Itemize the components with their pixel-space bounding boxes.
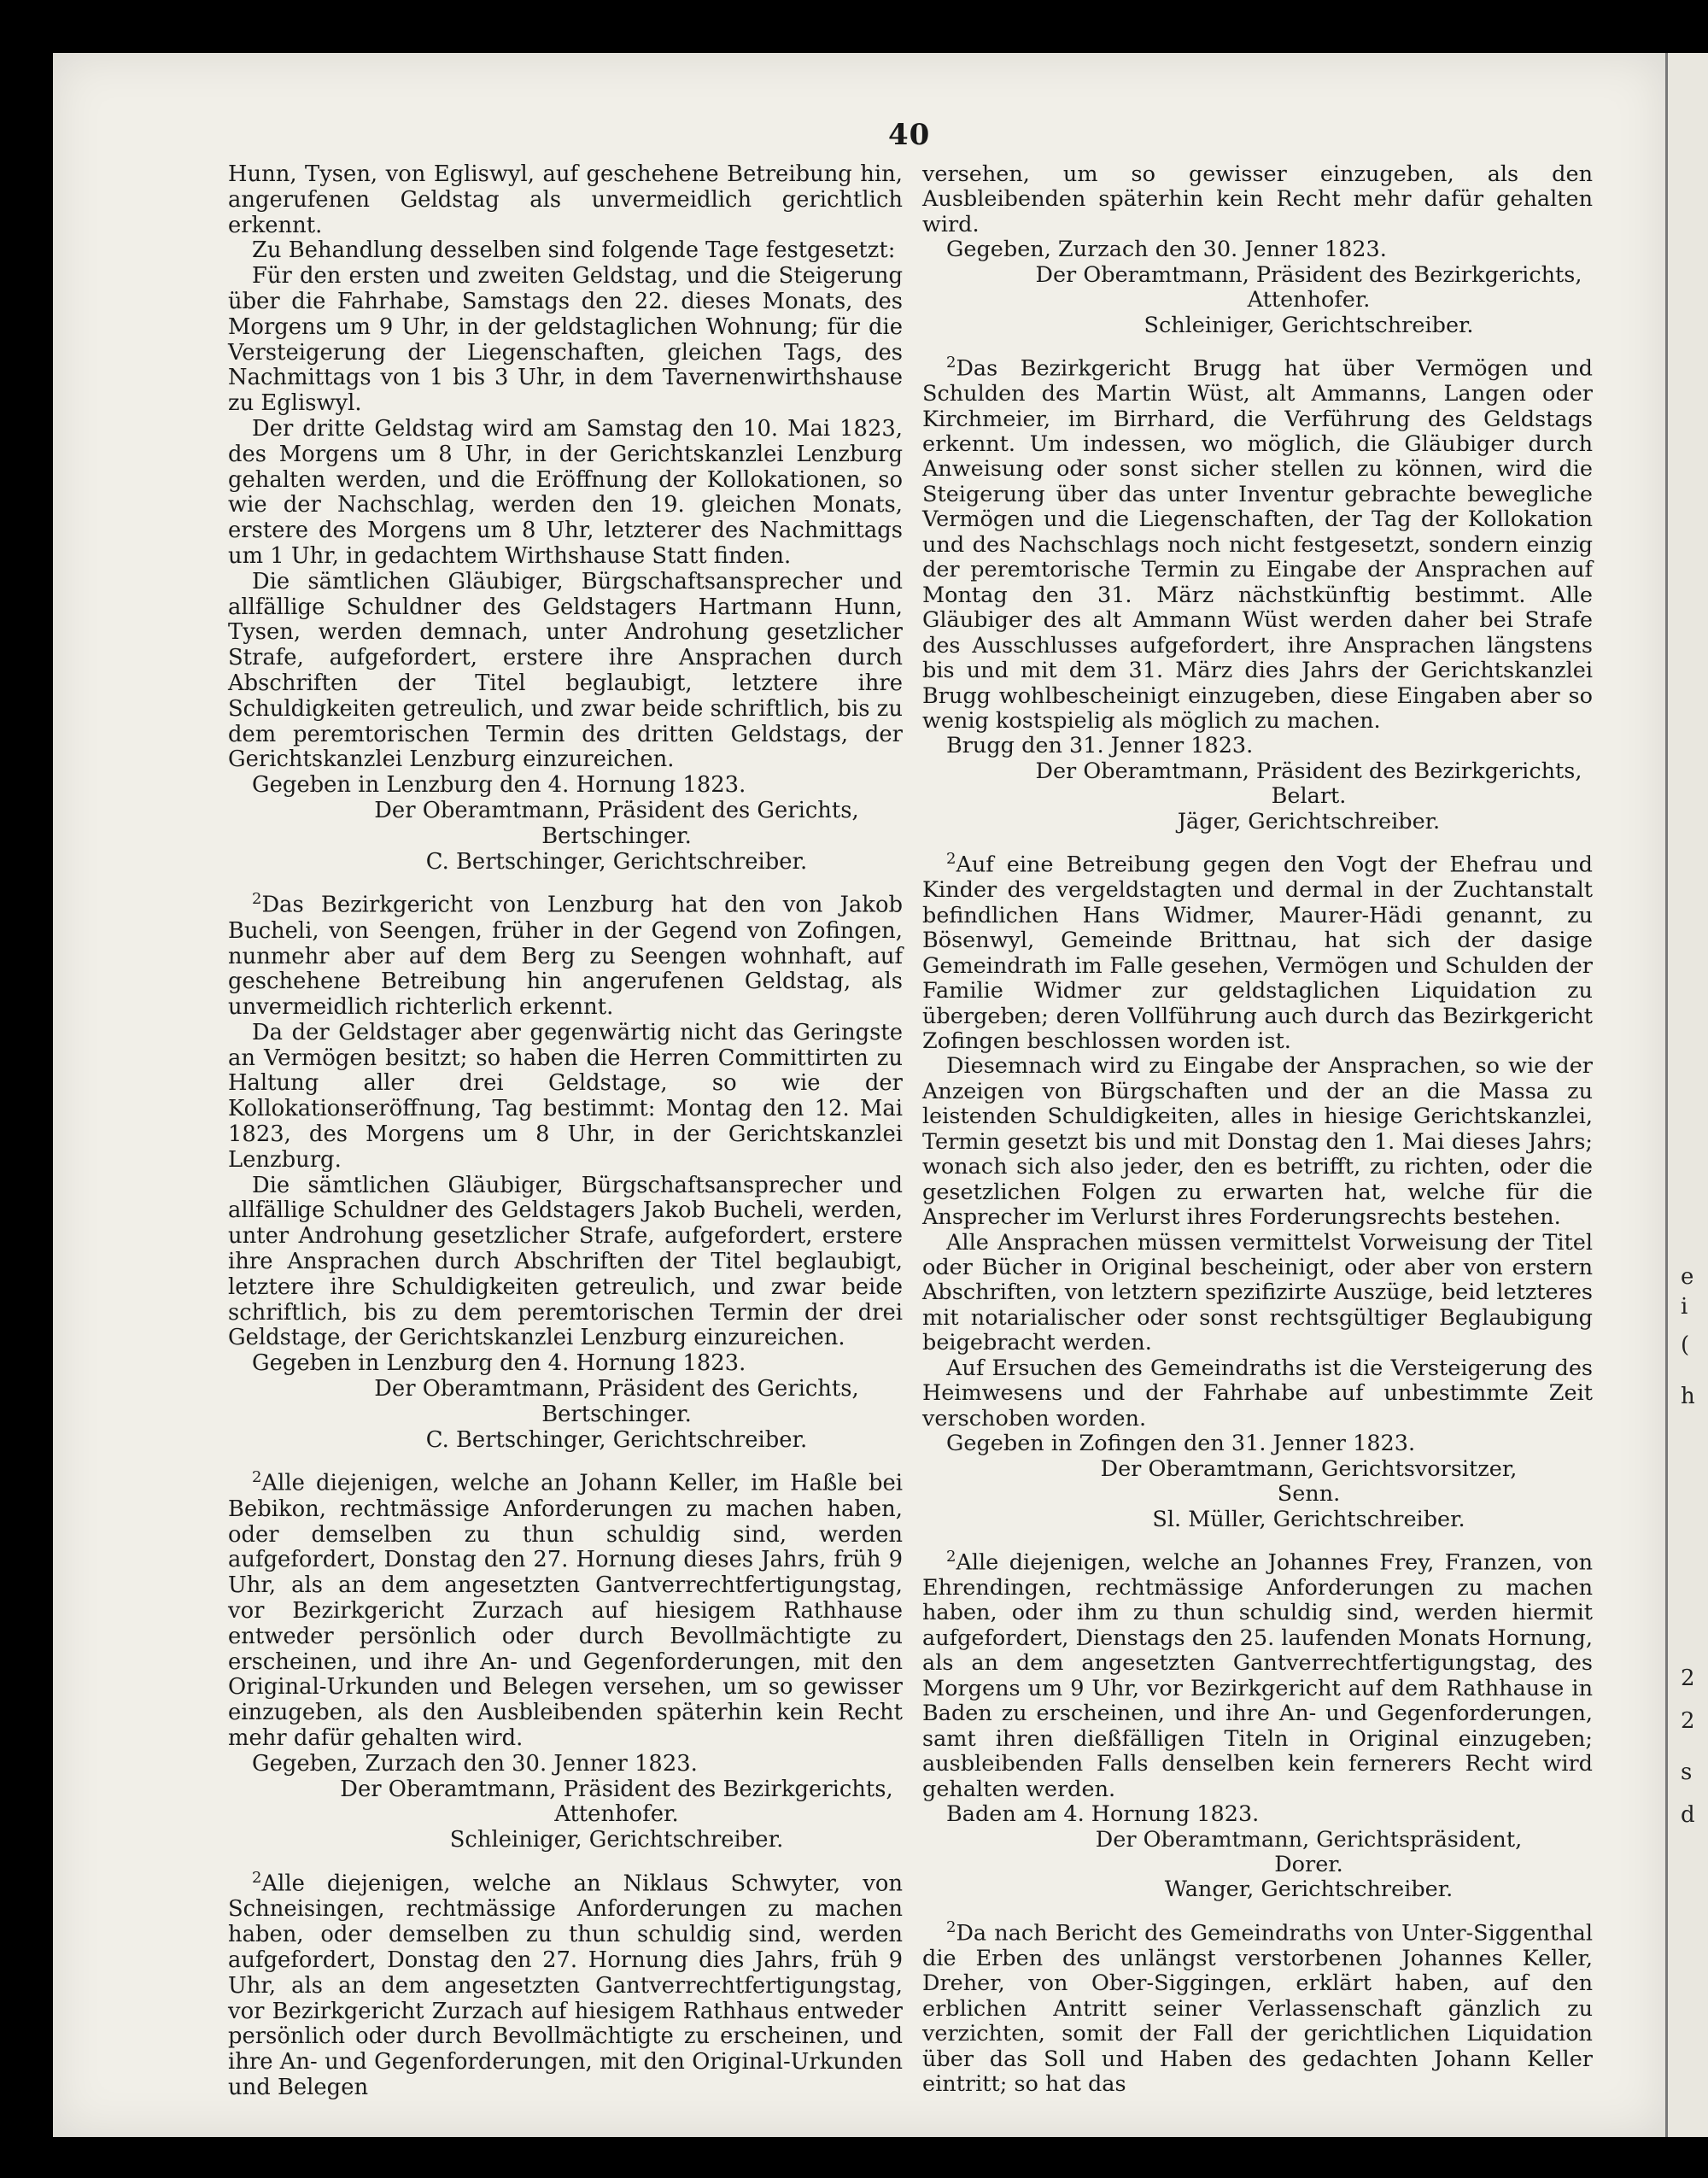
paragraph: Die sämtlichen Gläubiger, Bürgschaftsansprecher und allfällige Schuldner des Geldstagers Jakob Bucheli, werden, unter Androhung gesetzlicher Strafe, aufgefordert, erstere ihre Ansprachen durch Abschriften der Titel beglaubigt, letztere ihre Schuldigkeiten getreulich, und zwar beide schriftlich, bis zu dem peremtorischen Termin der drei Geldstage, der Gerichtskanzlei Lenzburg einzureichen. [228,1172,903,1351]
notice-mark: 2 [252,1868,262,1887]
notice-mark: 2 [252,1468,262,1487]
paragraph: Brugg den 31. Jenner 1823. [946,733,1254,759]
paragraph: Auf Ersuchen des Gemeindraths ist die Versteigerung des Heimwesens und der Fahrhabe auf unbestimmte Zeit verschoben worden. [922,1355,1593,1432]
signature-line: Senn. [1277,1481,1341,1508]
paragraph: Baden am 4. Hornung 1823. [946,1801,1260,1828]
signature-line: Attenhofer. [1247,287,1371,313]
paragraph: Da der Geldstager aber gegenwärtig nicht das Geringste an Vermögen besitzt; so haben die Herren Committirten zu Haltung aller drei Geldstage, so wie der Kollokationseröffnung, Tag bestimmt: Montag den 12. Mai 1823, des Morgens um 8 Uhr, in der Gerichtskanzlei Lenzburg. [228,1019,903,1173]
edge-glyph: 2 [1681,1666,1695,1691]
edge-glyph: h [1681,1384,1695,1409]
signature-line: Bertschinger. [541,823,692,849]
signature-line: Der Oberamtmann, Präsident des Bezirkgerichts, [340,1776,893,1802]
signature-line: Dorer. [1274,1851,1343,1877]
left-column [228,162,903,2101]
notice-paragraph [228,887,903,1021]
notice-mark: 2 [946,354,956,372]
signature-line: Attenhofer. [554,1801,679,1828]
edge-glyph: i [1681,1294,1688,1320]
notice-paragraph [922,350,1593,734]
signature-line: Sl. Müller, Gerichtschreiber. [1152,1506,1465,1532]
notice-mark: 2 [946,850,956,869]
right-column [922,162,1593,2098]
paragraph: Für den ersten und zweiten Geldstag, und die Steigerung über die Fahrhabe, Samstags den 22. dieses Monats, des Morgens um 9 Uhr, in der geldstaglichen Wohnung; für die Versteigerung der Liegenschaften, gleichen Tags, des Nachmittags von 1 bis 3 Uhr, in dem Tavernenwirthshause zu Egliswyl. [228,263,903,417]
notice-text: Alle diejenigen, welche an Johannes Frey, Franzen, von Ehrendingen, rechtmässige Anforderungen zu machen haben, oder ihm zu thun schuldig sind, werden hiermit aufgefordert, Dienstags den 25. laufenden Monats Hornung, als an dem angesetzten Gantverrechtfertigungstag, des Morgens um 9 Uhr, vor Bezirkgericht auf dem Rathhause in Baden zu erscheinen, und ihre An- und Gegenforderungen, samt ihren dießfälligen Titeln in Original einzugeben; ausbleibenden Falls denselben kein fernerers Recht wird gehalten werden. [922,1549,1593,1802]
notice-paragraph [228,1465,903,1751]
edge-glyph: e [1681,1264,1694,1290]
signature-line: Der Oberamtmann, Gerichtspräsident, [1095,1826,1523,1853]
paragraph: Der dritte Geldstag wird am Samstag den 10. Mai 1823, des Morgens um 8 Uhr, in der Gerichtskanzlei Lenzburg gehalten werden, und die Eröffnung der Kollokationen, so wie der Nachschlag, werden den 19. gleichen Monats, erstere des Morgens um 8 Uhr, letzterer des Nachmittags um 1 Uhr, in gedachtem Wirthshause Statt finden. [228,415,903,569]
page-number: 40 [888,118,931,152]
signature-line: C. Bertschinger, Gerichtschreiber. [425,1426,808,1453]
notice-text: Alle diejenigen, welche an Johann Keller, im Haßle bei Bebikon, rechtmässige Anforderungen zu machen haben, oder demselben zu thun schuldig sind, werden aufgefordert, Donstag den 27. Hornung dieses Jahrs, früh 9 Uhr, als an dem angesetzten Gantverrechtfertigungstag, vor Bezirkgericht Zurzach auf hiesigem Rathhause entweder persönlich oder durch Bevollmächtigte zu erscheinen, und ihre An- und Gegenforderungen, mit den Original-Urkunden und Belegen versehen, um so gewisser einzugeben, als den Ausbleibenden späterhin kein Recht mehr dafür gehalten wird. [228,1471,903,1751]
edge-glyph: d [1681,1802,1695,1828]
notice-mark: 2 [946,1917,956,1936]
signature-line: Der Oberamtmann, Präsident des Gerichts, [374,1376,859,1402]
paragraph: Gegeben in Lenzburg den 4. Hornung 1823. [252,1350,746,1377]
notice-text: Das Bezirkgericht von Lenzburg hat den von Jakob Bucheli, von Seengen, früher in der Gegend von Zofingen, nunmehr aber auf dem Berg zu Seengen wohnhaft, auf geschehene Betreibung hin angerufenen Geldstag, als unvermeidlich richterlich erkennt. [228,892,903,1021]
signature-line: Schleiniger, Gerichtschreiber. [1144,312,1474,338]
signature-line: Schleiniger, Gerichtschreiber. [449,1827,784,1853]
paragraph: Gegeben in Zofingen den 31. Jenner 1823. [946,1431,1416,1457]
signature-line: Belart. [1271,783,1347,810]
notice-text: Da nach Bericht des Gemeindraths von Unter-Siggenthal die Erben des unlängst verstorbenen Johannes Keller, Dreher, von Ober-Siggingen, erklärt haben, auf den erblichen Antritt seiner Verlassenschaft gänzlich zu verzichten, somit der Fall der gerichtlichen Liquidation über das Soll und Haben des gedachten Johann Keller eintritt; so hat das [922,1920,1593,2098]
notice-paragraph [922,846,1593,1054]
paragraph: Hunn, Tysen, von Egliswyl, auf geschehene Betreibung hin, angerufenen Geldstag als unvermeidlich gerichtlich erkennt. [228,161,903,238]
signature-line: Der Oberamtmann, Präsident des Gerichts, [374,797,859,823]
signature-line: Bertschinger. [541,1401,692,1427]
paragraph: Gegeben, Zurzach den 30. Jenner 1823. [252,1750,698,1777]
notice-text: Alle diejenigen, welche an Niklaus Schwyter, von Schneisingen, rechtmässige Anforderungen zu machen haben, oder demselben zu thun schuldig sind, werden aufgefordert, Donstag den 27. Hornung dies Jahrs, früh 9 Uhr, als an dem angesetzten Gantverrechtfertigungstag, vor Bezirkgericht Zurzach auf hiesigem Rathhaus entweder persönlich oder durch Bevollmächtigte zu erscheinen, und ihre An- und Gegenforderungen, mit den Original-Urkunden und Belegen [228,1871,903,2100]
paragraph: Gegeben, Zurzach den 30. Jenner 1823. [946,237,1387,263]
paragraph: versehen, um so gewisser einzugeben, als den Ausbleibenden späterhin kein Recht mehr dafür gehalten wird. [922,161,1593,237]
notice-paragraph [922,1915,1593,2098]
paragraph: Diesemnach wird zu Eingabe der Ansprachen, so wie der Anzeigen von Bürgschaften und der an die Massa zu leistenden Schuldigkeiten, alles in hiesige Gerichtskanzlei, Termin gesetzt bis und mit Donstag den 1. Mai dieses Jahrs; wonach sich also jeder, den es betrifft, zu richten, oder die gesetzlichen Folgen zu erwarten hat, welche für die Ansprecher im Verlurst ihres Forderungsrechts bestehen. [922,1053,1593,1231]
signature-line: Der Oberamtmann, Präsident des Bezirkgerichts, [1035,758,1582,784]
signature-line: C. Bertschinger, Gerichtschreiber. [425,848,808,875]
signature-line: Jäger, Gerichtschreiber. [1177,808,1441,834]
signature-line: Der Oberamtmann, Gerichtsvorsitzer, [1100,1455,1518,1482]
paragraph: Alle Ansprachen müssen vermittelst Vorweisung der Titel oder Bücher in Original bescheinigt, oder aber von erstern Abschriften, von letztern spezifizirte Auszüge, beid letzteres mit notarialischer oder sonst rechtsgültiger Beglaubigung beigebracht werden. [922,1229,1593,1356]
paragraph: Die sämtlichen Gläubiger, Bürgschaftsansprecher und allfällige Schuldner des Geldstagers Hartmann Hunn, Tysen, werden demnach, unter Androhung gesetzlicher Strafe, aufgefordert, erstere ihre Ansprachen durch Abschriften der Titel beglaubigt, letztere ihre Schuldigkeiten getreulich, und zwar beide schriftlich, bis zu dem peremtorischen Termin des dritten Geldstags, der Gerichtskanzlei Lenzburg einzureichen. [228,568,903,773]
signature-line: Wanger, Gerichtschreiber. [1164,1876,1454,1903]
edge-glyph: ( [1681,1332,1690,1358]
notice-paragraph [922,1544,1593,1802]
signature-line: Der Oberamtmann, Präsident des Bezirkgerichts, [1035,261,1582,288]
edge-glyph: s [1681,1759,1693,1785]
notice-text: Das Bezirkgericht Brugg hat über Vermögen und Schulden des Martin Wüst, alt Ammanns, Langen oder Kirchmeier, im Birrhard, die Verführung des Geldstags erkennt. Um indessen, wo möglich, die Gläubiger durch Anweisung oder sonst sicher stellen zu können, wird die Steigerung über das unter Inventur gebrachte bewegliche Vermögen und die Liegenschaften, der Tag der Kollokation und des Nachschlags noch nicht festgesetzt, sondern einzig der peremtorische Termin zu Eingabe der Ansprachen auf Montag den 31. März nächstkünftig bestimmt. Alle Gläubiger des alt Ammann Wüst werden daher bei Strafe des Ausschlusses aufgefordert, ihre Ansprachen längstens bis und mit dem 31. März dies Jahrs der Gerichtskanzlei Brugg wohlbescheinigt einzugeben, diese Eingaben aber so wenig kostspielig als möglich zu machen. [922,355,1593,735]
notice-paragraph [228,1865,903,2101]
notice-mark: 2 [946,1548,956,1566]
paragraph: Gegeben in Lenzburg den 4. Hornung 1823. [252,772,746,799]
notice-mark: 2 [252,890,262,909]
paragraph: Zu Behandlung desselben sind folgende Tage festgesetzt: [252,237,896,264]
edge-glyph: 2 [1681,1708,1695,1734]
notice-text: Auf eine Betreibung gegen den Vogt der Ehefrau und Kinder des vergeldstagten und dermal in der Zuchtanstalt befindlichen Hans Widmer, Maurer-Hädi genannt, zu Bösenwyl, Gemeinde Brittnau, hat sich der dasige Gemeindrath im Falle gesehen, Vermögen und Schulden der Familie Widmer zur geldstaglichen Liquidation zu übergeben; deren Vollführung auch durch das Bezirkgericht Zofingen beschlossen worden ist. [922,852,1593,1054]
